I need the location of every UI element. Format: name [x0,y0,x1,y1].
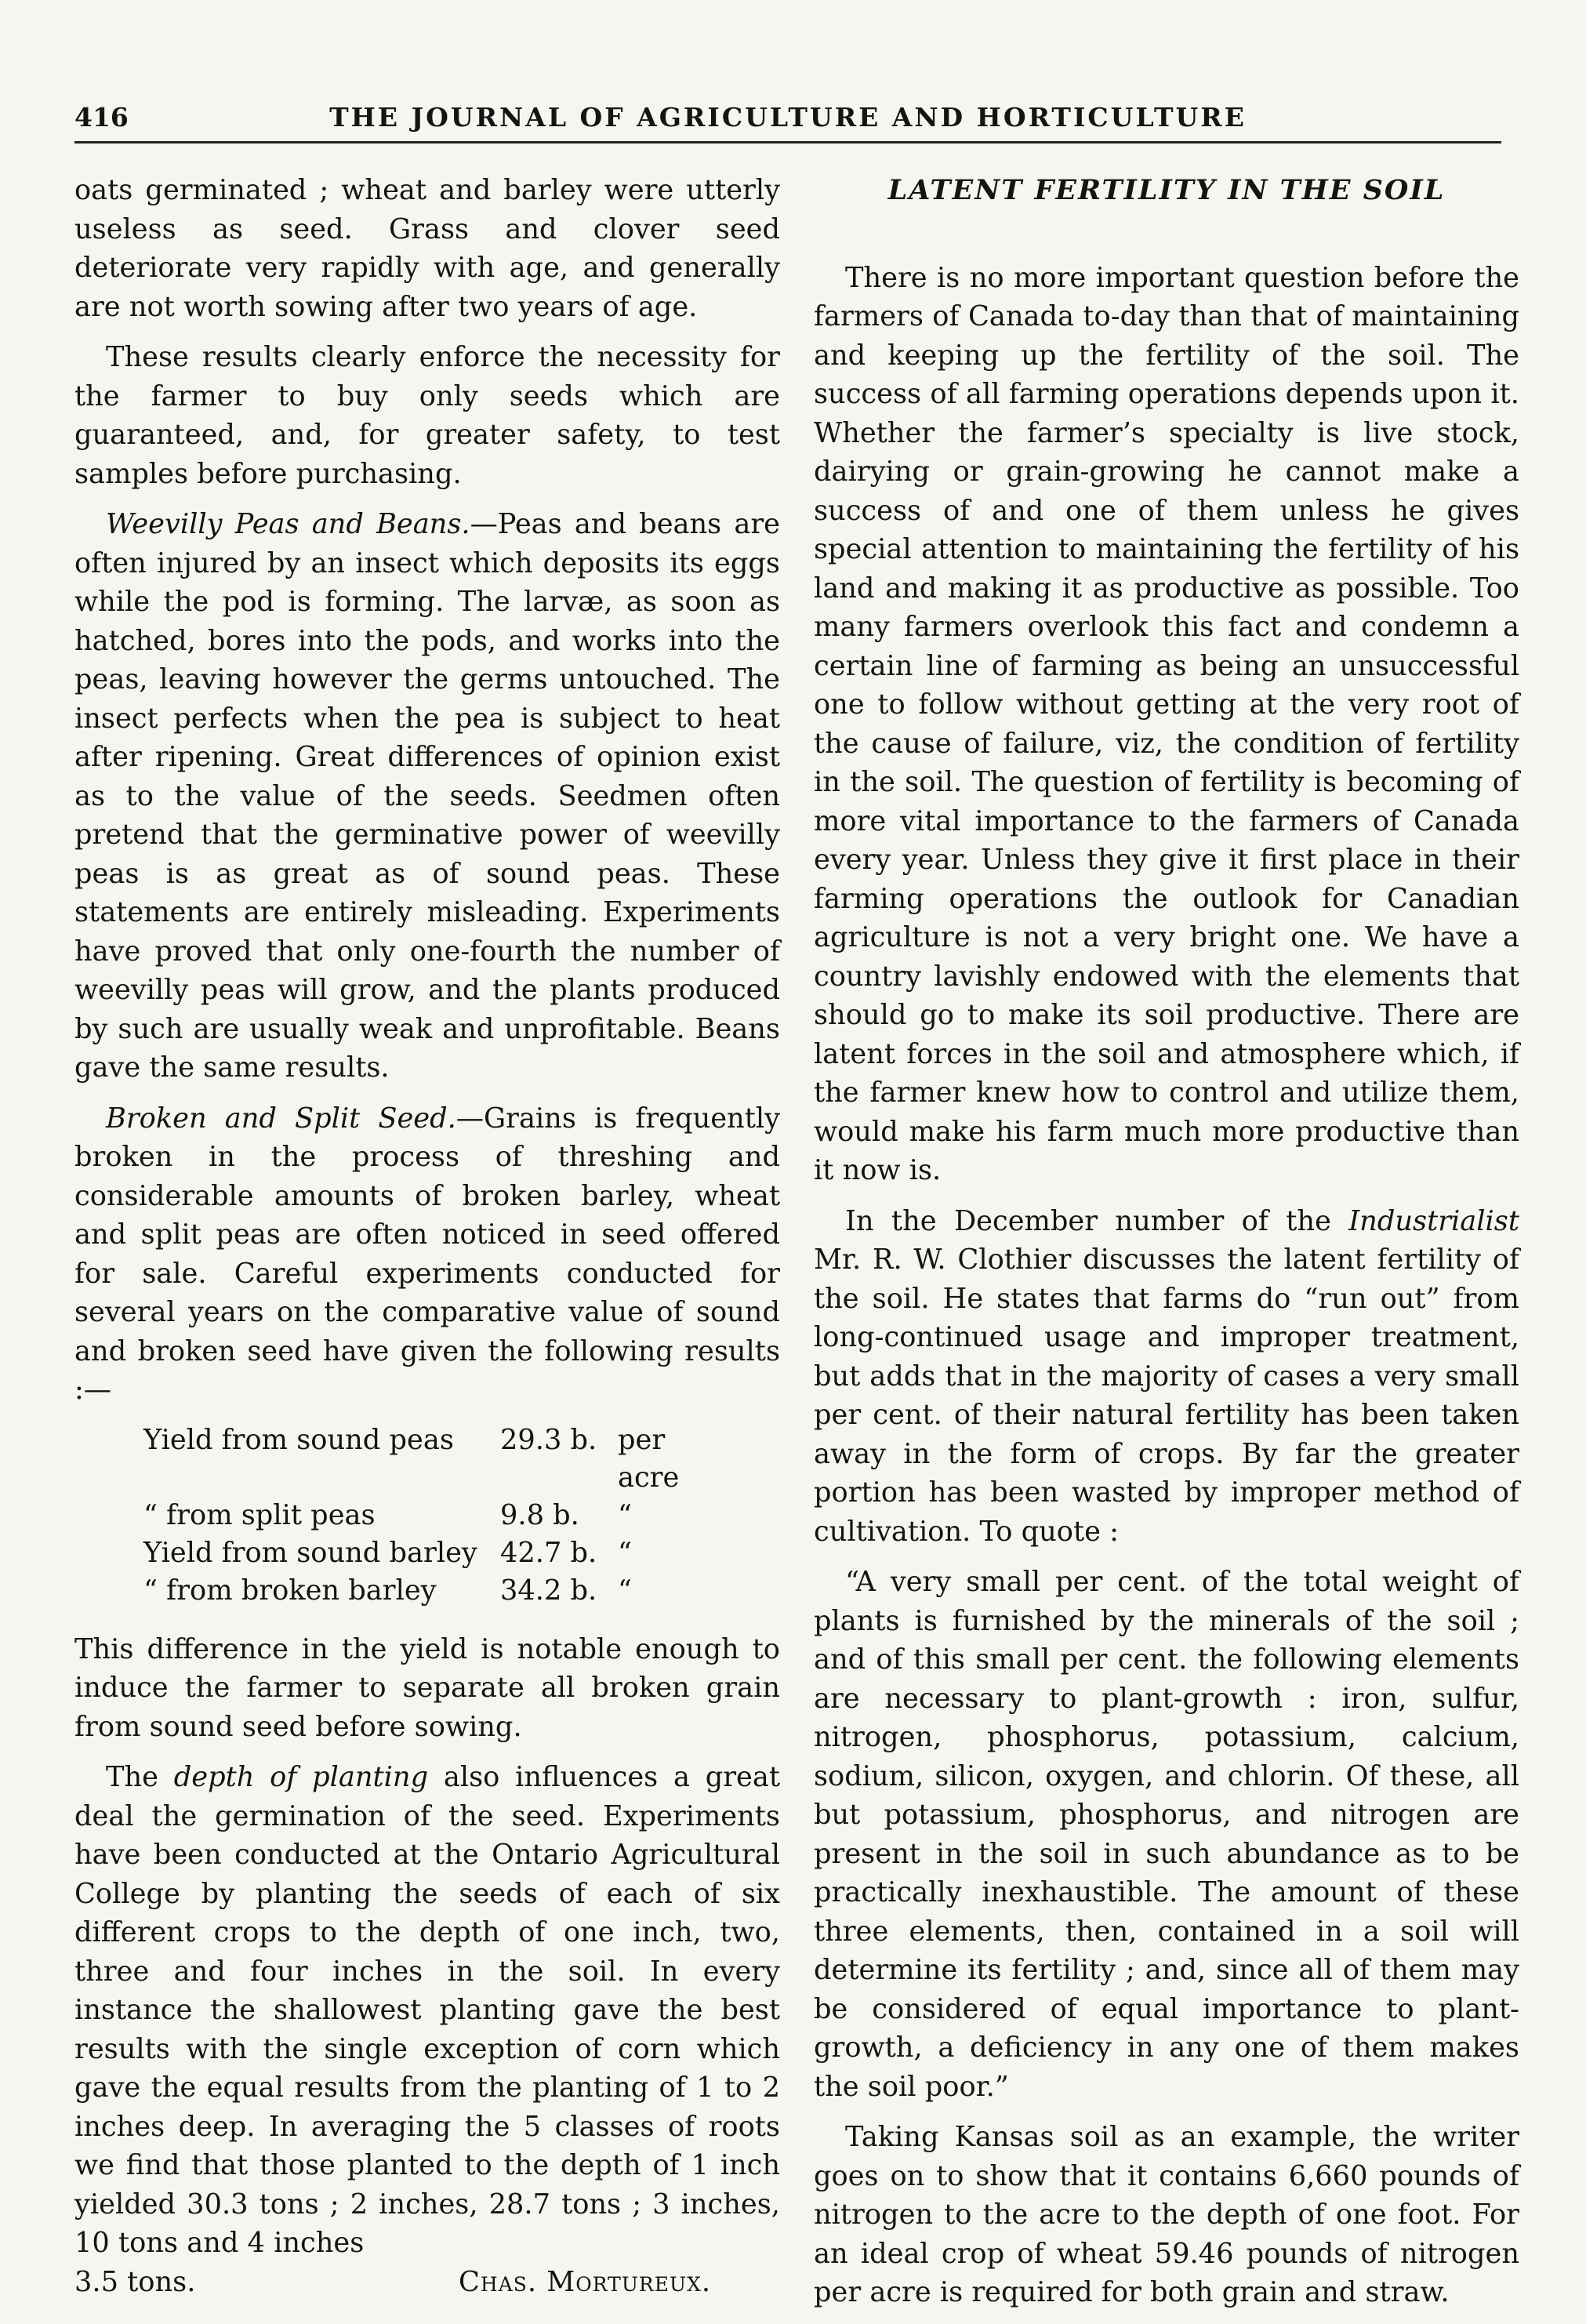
yield-label: “ from split peas [143,1498,376,1531]
last-line-text: 3.5 tons. [74,2265,196,2298]
table-row [143,1497,728,1534]
yield-label: Yield from sound peas [143,1423,454,1456]
right-column [814,171,1519,2324]
paragraph: These results clearly enforce the necessity for the farmer to buy only seeds which are guaranteed, and, for greater safety, to test samples before purchasing. [74,341,780,490]
paragraph: Taking Kansas soil as an example, the writer goes on to show that it contains 6,660 pounds of nitrogen to the acre to the depth of one foot. For an ideal crop of wheat 59.46 pounds of nitrogen per acre is required for both grain and straw. [814,2121,1519,2308]
quote-paragraph: “A very small per cent. of the total weight of plants is furnished by the minerals of the soil ; and of this small per cent. the following elements are necessary to plant-growth : iron, sulfur, nitrogen, phosphorus, potassium, calcium, sodium, silicon, oxygen, and chlorin. Of these, all but potassium, phosphorus, and nitrogen are present in the soil in such abundance as to be practically inexhaustible. The amount of these three elements, then, contained in a soil will determine its fertility ; and, since all of them may be considered of equal importance to plant-growth, a deficiency in any one of them makes the soil poor.” [814,1566,1519,2103]
closing-line [74,2263,780,2302]
yield-value: 9.8 b. [500,1498,579,1531]
publication-name: Industrialist [1348,1204,1519,1237]
emphasis: depth of planting [173,1761,429,1793]
yield-label: Yield from sound barley [143,1536,477,1569]
left-column [74,171,780,2301]
yield-label: “ from broken barley [143,1574,437,1607]
author-signature: Chas. Mortureux. [459,2265,712,2298]
page-number: 416 [74,102,129,133]
table-row [143,1422,728,1497]
yield-value: 42.7 b. [500,1536,597,1569]
yield-unit: “ [618,1574,632,1607]
header-rule [74,141,1501,143]
yield-value: 34.2 b. [500,1574,597,1607]
yield-unit: “ [618,1536,632,1569]
article-title: LATENT FERTILITY IN THE SOIL [887,174,1446,206]
table-row [143,1534,728,1572]
paragraph-text: The [106,1761,174,1793]
running-title: THE JOURNAL OF AGRICULTURE AND HORTICULTURE [329,102,1247,133]
section-heading: Weevilly Peas and Beans. [106,508,470,540]
yield-unit: “ [618,1498,632,1531]
paragraph-text: —Grains is frequently broken in the process of threshing and considerable amounts of broken barley, wheat and split peas are often noticed in seed offered for sale. Careful experiments conducted for several years on the comparative value of sound and broken seed have given the following results :— [74,1102,780,1406]
yield-table [143,1422,728,1610]
block-quote [814,1563,1519,2106]
paragraph-text: Mr. R. W. Clothier discusses the latent fertility of the soil. He states that farms do “run out” from long-continued usage and improper treatment, but adds that in the majority of cases a very small per cent. of their natural fertility has been taken away in the form of crops. By far the greater portion has been wasted by improper method of cultivation. To quote : [814,1244,1519,1548]
table-row [143,1572,728,1610]
paragraph: oats germinated ; wheat and barley were utterly useless as seed. Grass and clover seed deteriorate very rapidly with age, and generally are not worth sowing after two years of age. [74,174,780,323]
paragraph-weevilly [74,505,780,1088]
paragraph: There is no more important question before the farmers of Canada to-day than that of maintaining and keeping up the fertility of the soil. The success of all farming operations depends upon it. Whether the farmer’s specialty is live stock, dairying or grain-growing he cannot make a success of and one of them unless he gives special attention to maintaining the fertility of his land and making it as productive as possible. Too many farmers overlook this fact and condemn a certain line of farming as being an unsuccessful one to follow without getting at the very root of the cause of failure, viz, the condition of fertility in the soil. The question of fertility is becoming of more vital importance to the farmers of Canada every year. Unless they give it first place in their farming operations the outlook for Canadian agriculture is not a very bright one. We have a country lavishly endowed with the elements that should go to make its soil productive. There are latent forces in the soil and atmosphere which, if the farmer knew how to control and utilize them, would make his farm much more productive than it now is. [814,261,1519,1186]
yield-value: 29.3 b. [500,1423,597,1456]
yield-unit: per acre [618,1423,680,1494]
paragraph-text: also influences a great deal the germination of the seed. Experiments have been conducted at the Ontario Agricultural College by planting the seeds of each of six different crops to the depth of one inch, two, three and four inches in the soil. In every instance the shallowest planting gave the best results with the single exception of corn which gave the equal results from the planting of 1 to 2 inches deep. In averaging the 5 classes of roots we find that those planted to the depth of 1 inch yielded 30.3 tons ; 2 inches, 28.7 tons ; 3 inches, 10 tons and 4 inches [74,1761,780,2259]
section-heading: Broken and Split Seed. [106,1102,456,1135]
paragraph-text: In the December number of the [845,1204,1349,1237]
page-header [74,93,1501,140]
paragraph-broken-seed [74,1099,780,1410]
paragraph-industrialist [814,1202,1519,1552]
paragraph-text: —Peas and beans are often injured by an insect which deposits its eggs while the pod is forming. The larvæ, as soon as hatched, bores into the pods, and works into the peas, leaving however the germs untouched. The insect perfects when the pea is subject to heat after ripening. Great differences of opinion exist as to the value of the seeds. Seedmen often pretend that the germinative power of weevilly peas is as great as of sound peas. These statements are entirely misleading. Experiments have proved that only one-fourth the number of weevilly peas will grow, and the plants produced by such are usually weak and unprofitable. Beans gave the same results. [74,508,780,1084]
paragraph: This difference in the yield is notable enough to induce the farmer to separate all broken grain from sound seed before sowing. [74,1632,780,1743]
paragraph-depth [74,1758,780,2263]
